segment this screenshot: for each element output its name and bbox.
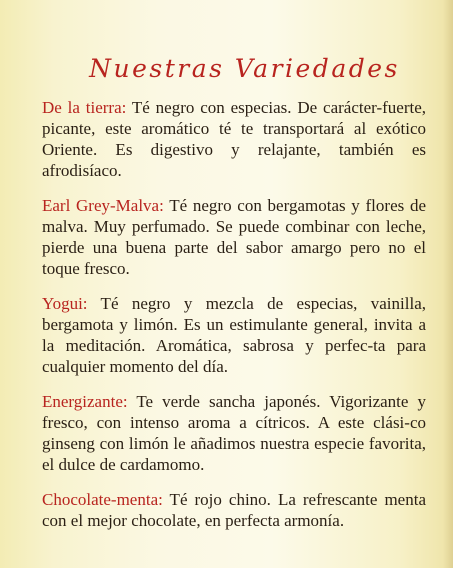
variety-earl-grey-malva — [42, 195, 426, 279]
variety-de-la-tierra — [42, 97, 426, 181]
variety-yogui — [42, 293, 426, 377]
variety-chocolate-menta — [42, 489, 426, 531]
variety-name: Yogui: — [42, 294, 88, 313]
variety-description: Té negro con especias. De carácter-fuerte, picante, este aromático té te transportará al exótico Oriente. Es digestivo y relajante, también es afrodisíaco. — [42, 98, 426, 180]
varieties-list — [42, 97, 426, 545]
variety-description: Té rojo chino. La refrescante menta con el mejor chocolate, en perfecta armonía. — [42, 490, 426, 530]
variety-description: Te verde sancha japonés. Vigorizante y fresco, con intenso aroma a cítricos. A este clási-co ginseng con limón le añadimos nuestra especie favorita, el dulce de cardamomo. — [42, 392, 426, 474]
variety-description: Té negro y mezcla de especias, vainilla, bergamota y limón. Es un estimulante general, invita a la meditación. Aromática, sabrosa y perfec-ta para cualquier momento del día. — [42, 294, 426, 376]
variety-name: De la tierra: — [42, 98, 127, 117]
variety-name: Energizante: — [42, 392, 128, 411]
variety-energizante — [42, 391, 426, 475]
page-title: Nuestras Variedades — [89, 54, 400, 83]
variety-name: Chocolate-menta: — [42, 490, 163, 509]
page-edge-shadow — [443, 0, 453, 568]
variety-name: Earl Grey-Malva: — [42, 196, 164, 215]
variety-description: Té negro con bergamotas y flores de malva. Muy perfumado. Se puede combinar con leche, pierde una buena parte del sabor amargo pero no el toque fresco. — [42, 196, 426, 278]
